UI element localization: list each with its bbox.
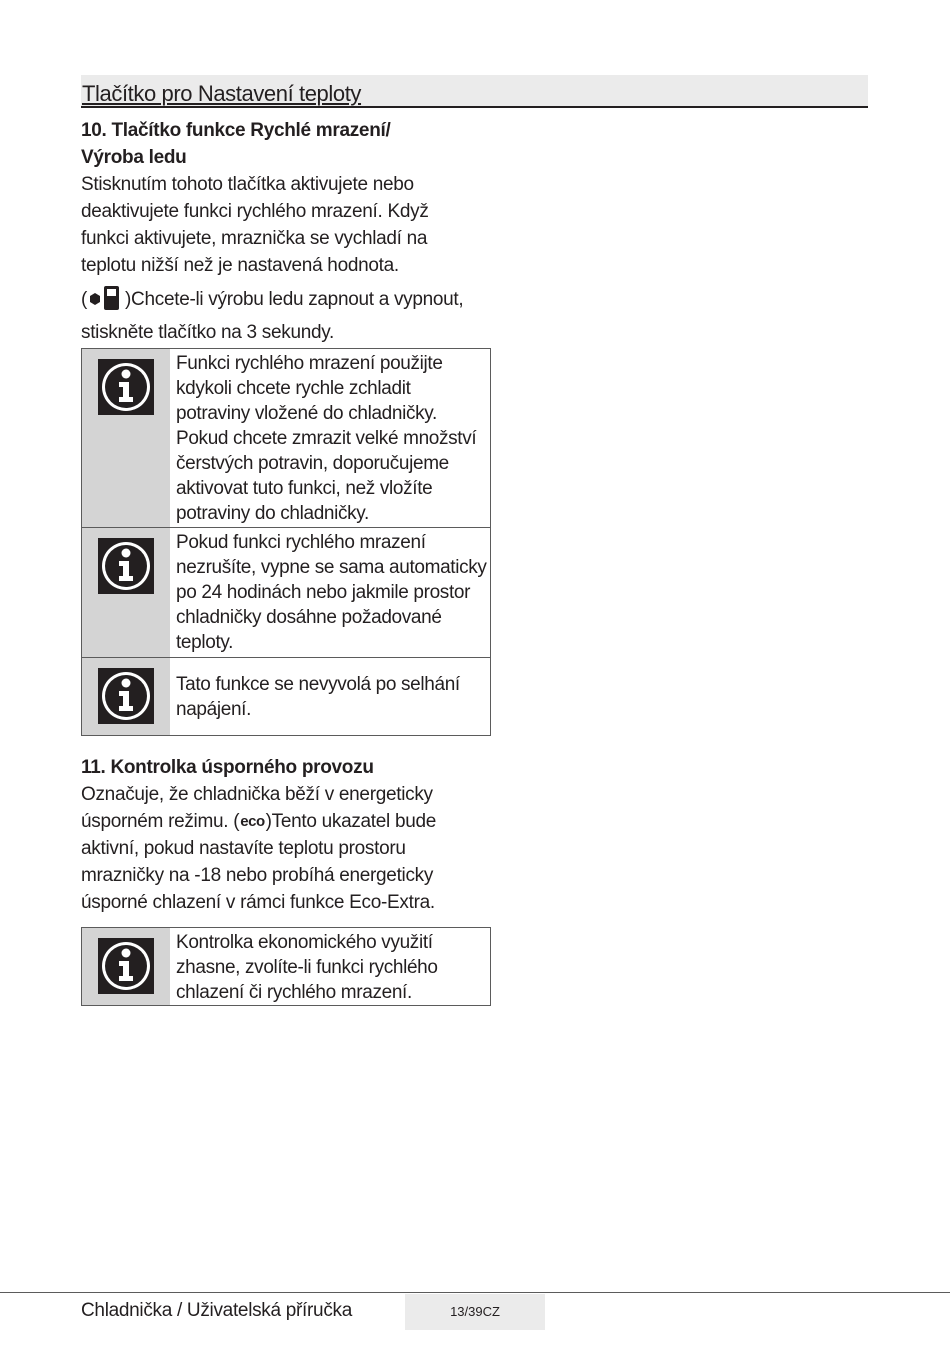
note-row	[82, 658, 490, 735]
section-header	[81, 75, 868, 108]
item-10-heading-line2: Výroba ledu	[81, 147, 187, 168]
ice-maker-icon	[87, 285, 125, 319]
item-11-heading: 11. Kontrolka úsporného provozu	[81, 757, 374, 778]
info-icon	[98, 938, 154, 999]
note-text: Tato funkce se nevyvolá po selhání napájení.	[176, 674, 460, 720]
note-row	[82, 528, 490, 658]
note-text: Funkci rychlého mrazení použijte kdykoli chcete rychle zchladit potraviny vložené do chladničky. Pokud chcete zmrazit velké množství čerstvých potravin, doporučujeme aktivovat tuto funkci, než vložíte potraviny do chladničky.	[176, 353, 477, 524]
info-icon	[98, 668, 154, 729]
item-11-paragraph	[81, 781, 441, 916]
note-row	[82, 928, 490, 1005]
notes-table-b	[81, 927, 491, 1006]
note-icon-cell	[82, 928, 170, 1005]
item-11-paragraph-start: Označuje, že chladnička běží v energeticky úsporném režimu. (	[81, 784, 433, 832]
footer-divider	[0, 1292, 950, 1293]
item-10-heading-line1: 10. Tlačítko funkce Rychlé mrazení/	[81, 120, 391, 141]
info-icon	[98, 359, 154, 420]
section-title: Tlačítko pro Nastavení teploty	[82, 81, 362, 106]
notes-table-a	[81, 348, 491, 736]
footer-title: Chladnička / Uživatelská příručka	[81, 1300, 352, 1321]
note-icon-cell	[82, 349, 170, 527]
item-10-paragraph-2-rest: )Chcete-li výrobu ledu zapnout a vypnout, stiskněte tlačítko na 3 sekundy.	[81, 289, 464, 343]
page-number: 13/39CZ	[405, 1294, 545, 1330]
note-text: Kontrolka ekonomického využití zhasne, zvolíte-li funkci rychlého chlazení či rychlého mrazení.	[176, 932, 438, 1003]
item-10-block	[81, 117, 491, 346]
note-icon-cell	[82, 528, 170, 657]
note-icon-cell	[82, 658, 170, 735]
item-10-paragraph-2-open: (	[81, 289, 88, 310]
info-icon	[98, 538, 154, 599]
item-10-paragraph-1: Stisknutím tohoto tlačítka aktivujete nebo deaktivujete funkci rychlého mrazení. Když funkci aktivujete, mraznička se vychladí na teplotu nižší než je nastavená hodnota.	[81, 174, 429, 276]
note-row	[82, 349, 490, 528]
note-text: Pokud funkci rychlého mrazení nezrušíte, vypne se sama automaticky po 24 hodinách nebo jakmile prostor chladničky dosáhne požadované teploty.	[176, 532, 487, 653]
item-10-paragraph-2	[81, 285, 466, 346]
item-11-block	[81, 754, 491, 916]
eco-icon: eco	[240, 813, 265, 830]
item-11-paragraph-end: )Tento ukazatel bude aktivní, pokud nastavíte teplotu prostoru mrazničky na -18 nebo probíhá energeticky úsporné chlazení v rámci funkce Eco-Extra.	[81, 811, 437, 913]
